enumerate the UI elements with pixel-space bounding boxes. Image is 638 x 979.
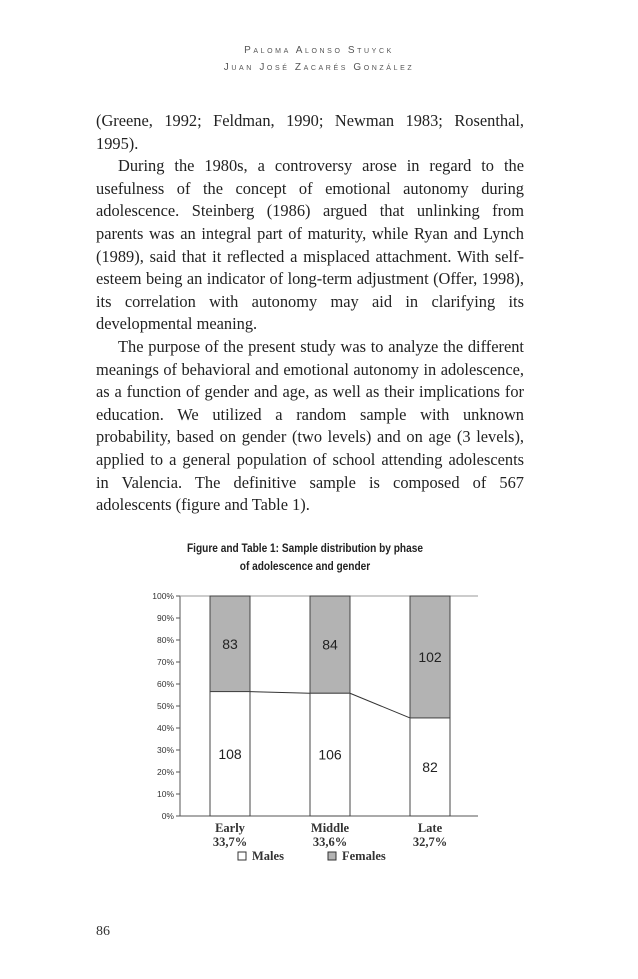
y-tick-label: 30% <box>156 745 174 755</box>
data-label-females: 102 <box>418 648 442 665</box>
stacked-bar-chart <box>140 586 480 876</box>
x-category-percent: 32,7% <box>412 835 448 849</box>
figure-caption-line-2: of adolescence and gender <box>239 561 371 573</box>
x-category-label: Early <box>215 821 245 835</box>
data-label-males: 82 <box>422 758 438 775</box>
page-number: 86 <box>96 924 110 939</box>
y-tick-label: 10% <box>156 789 174 799</box>
figure-caption-line-1: Figure and Table 1: Sample distribution by phase <box>186 543 423 555</box>
y-tick-label: 90% <box>156 613 174 623</box>
x-category-label: Late <box>417 821 443 835</box>
legend-label-males: Males <box>252 849 284 863</box>
paragraph: The purpose of the present study was to analyze the different meanings of behavioral and emotional autonomy in adolescence, as a function of gender and age, as well as their implications for education. We utilized a random sample with unknown probability, based on gender (two levels) and on age (3 levels), applied to a general population of school attending adolescents in Valencia. The definitive sample is composed of 567 adolescents (figure and Table 1). <box>96 336 524 515</box>
y-tick-label: 0% <box>161 811 174 821</box>
y-tick-label: 20% <box>156 767 174 777</box>
legend-swatch-males <box>238 852 246 860</box>
author-line-1: Paloma Alonso Stuyck <box>244 45 394 56</box>
y-tick-label: 80% <box>156 635 174 645</box>
y-tick-label: 60% <box>156 679 174 689</box>
y-tick-label: 100% <box>152 591 174 601</box>
y-tick-label: 40% <box>156 723 174 733</box>
body-text <box>96 110 524 517</box>
paragraph: During the 1980s, a controversy arose in regard to the usefulness of the concept of emotional autonomy during adolescence. Steinberg (1986) argued that unlinking from parents was an integral part of maturity, while Ryan and Lynch (1989), said that it reflected a misplaced attachment. With self-esteem being an indicator of long-term adjustment (Offer, 1998), its correlation with autonomy may aid in clarifying its developmental meaning. <box>96 156 524 334</box>
legend-label-females: Females <box>342 849 386 863</box>
data-label-males: 106 <box>318 746 342 763</box>
series-connector-line <box>350 693 410 718</box>
figure-caption <box>151 540 459 576</box>
x-category-percent: 33,6% <box>312 835 348 849</box>
author-line-2: Juan José Zacarés González <box>223 62 415 73</box>
y-tick-label: 50% <box>156 701 174 711</box>
data-label-females: 83 <box>222 635 238 652</box>
x-category-label: Middle <box>310 821 350 835</box>
paragraph: (Greene, 1992; Feldman, 1990; Newman 1983; Rosenthal, 1995). <box>96 111 524 153</box>
data-label-males: 108 <box>218 745 242 762</box>
data-label-females: 84 <box>322 636 338 653</box>
legend-swatch-females <box>328 852 336 860</box>
series-connector-line <box>250 692 310 694</box>
running-head <box>0 42 638 76</box>
x-category-percent: 33,7% <box>212 835 248 849</box>
y-tick-label: 70% <box>156 657 174 667</box>
